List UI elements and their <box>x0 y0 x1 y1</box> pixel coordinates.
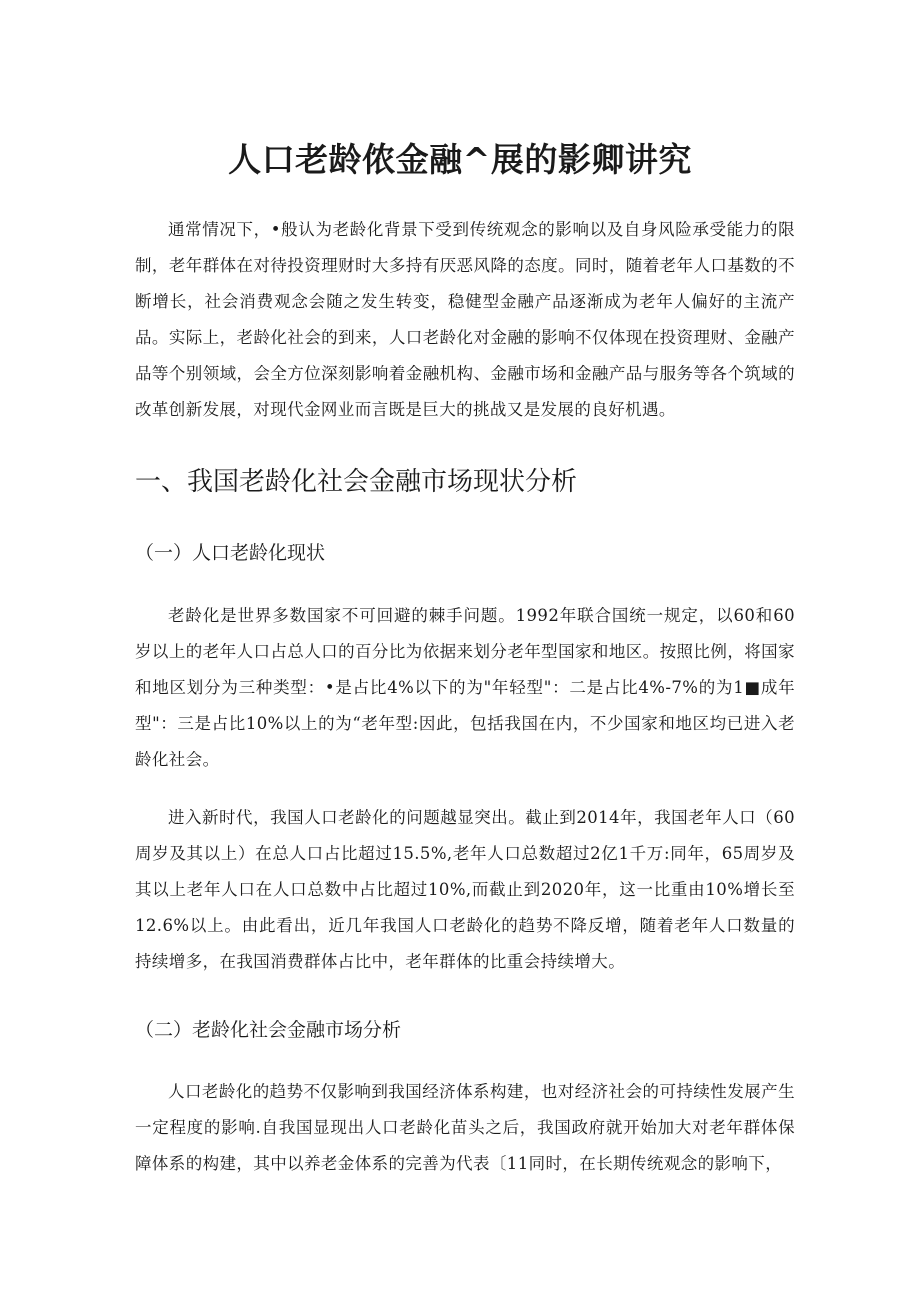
section-heading-1: 一、我国老龄化社会金融市场现状分析 <box>135 467 578 497</box>
paragraph-market-analysis-1: 人口老龄化的趋势不仅影响到我国经济体系构建，也对经济社会的可持续性发展产生一定程度的影响.自我国显现出人口老龄化苗头之后，我国政府就开始加大对老年群体保障体系的构建，其中以养老金体系的完善为代表〔11同时，在长期传统观念的影响下， <box>135 1082 795 1173</box>
document-title: 人口老龄侬金融^展的影卿讲究 <box>228 140 692 179</box>
paragraph-aging-status-2: 进入新时代，我国人口老龄化的问题越显突出。截止到2014年，我国老年人口（60周岁及其以上）在总人口占比超过15.5%,老年人口总数超过2亿1千万:同年，65周岁及其以上老年人口在人口总数中占比超过10%,而截止到2020年，这一比重由10%增长至12.6%以上。由此看出，近几年我国人口老龄化的趋势不降反增，随着老年人口数量的持续增多，在我国消费群体占比中，老年群体的比重会持续增大。 <box>135 808 795 971</box>
intro-paragraph: 通常情况下，•般认为老龄化背景下受到传统观念的影响以及自身风险承受能力的限制，老年群体在对待投资理财时大多持有厌恶风降的态度。同时，随着老年人口基数的不断增长，社会消费观念会随之发生转变，稳健型金融产品逐渐成为老年人偏好的主流产品。实际上，老龄化社会的到来，人口老龄化对金融的影响不仅体现在投资理财、金融产品等个别领域，会全方位深刻影响着金融机构、金融市场和金融产品与服务等各个筑域的改革创新发展，对现代金网业而言既是巨大的挑战又是发展的良好机遇。 <box>135 220 795 419</box>
subsection-heading-2: （二）老龄化社会金融市场分析 <box>135 1019 402 1041</box>
paragraph-aging-status-1: 老龄化是世界多数国家不可回避的棘手问题。1992年联合国统一规定，以60和60岁以上的老年人口占总人口的百分比为依据来划分老年型国家和地区。按照比例，将国家和地区划分为三种类型：•是占比4%以下的为"年轻型"：二是占比4%-7%的为1■成年型"：三是占比10%以上的为“老年型:因此，包括我国在内，不少国家和地区均已进入老龄化社会。 <box>135 606 795 769</box>
subsection-heading-1: （一）人口老龄化现状 <box>135 542 326 564</box>
